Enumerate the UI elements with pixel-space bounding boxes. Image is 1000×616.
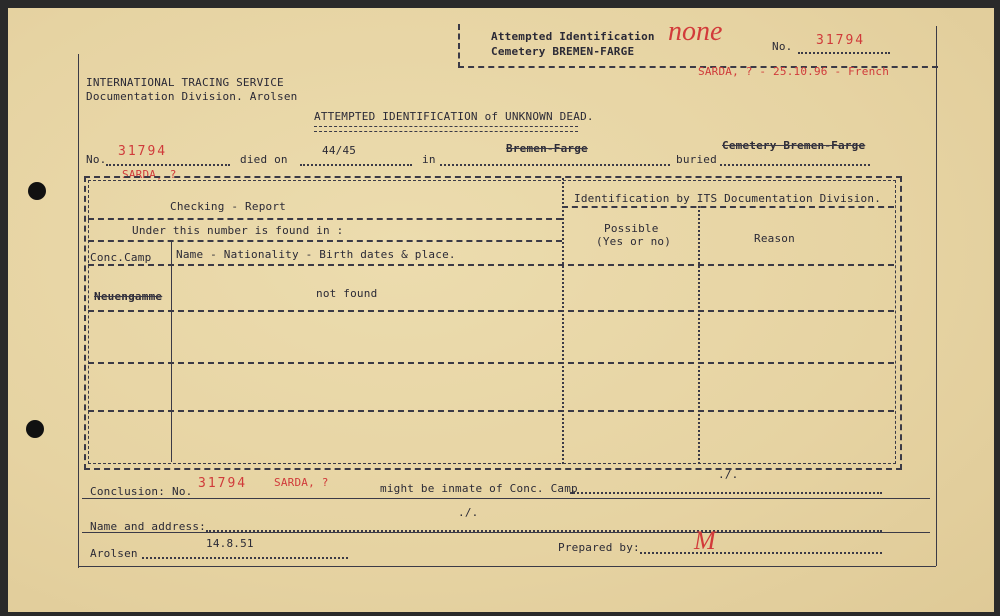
record-no-label: No. [86, 153, 107, 166]
record-name-red: SARDA, ? [122, 168, 177, 181]
possible-header: Possible [604, 222, 659, 235]
conclusion-rule [82, 498, 930, 499]
name-address-rule [82, 532, 930, 533]
table-main-divider [562, 178, 564, 464]
conclusion-mark: ./. [718, 468, 739, 481]
name-address-mark: ./. [458, 506, 479, 519]
died-label: died on [240, 153, 288, 166]
conclusion-label: Conclusion: [90, 485, 166, 498]
under-number-header: Under this number is found in : [132, 224, 344, 237]
org-line2: Documentation Division. Arolsen [86, 90, 298, 103]
prepared-by-dots [640, 544, 882, 554]
name-nationality-header: Name - Nationality - Birth dates & place. [176, 248, 456, 261]
conclusion-dots [570, 484, 882, 494]
table-hline-ident [562, 206, 894, 208]
table-hline-3 [88, 264, 894, 266]
prepared-by-label: Prepared by: [558, 541, 640, 554]
footer-place: Arolsen [90, 547, 138, 560]
conclusion-no-value: 31794 [198, 476, 248, 491]
row1-name: not found [316, 287, 378, 300]
frame-bottom-border [78, 566, 936, 567]
buried-label: buried [676, 153, 717, 166]
conclusion-name-red: SARDA, ? [274, 476, 329, 489]
red-annotation: SARDA, ? - 25.10.96 - French [698, 65, 890, 78]
table-frame-inner [88, 180, 896, 464]
header-title-line2: Cemetery BREMEN-FARGE [491, 45, 635, 58]
in-value: Bremen-Farge [506, 142, 588, 155]
conclusion-no-label: No. [172, 485, 193, 498]
reason-header: Reason [754, 232, 795, 245]
table-hline-6 [88, 410, 894, 412]
record-no-value: 31794 [118, 144, 168, 159]
table-hline-4 [88, 310, 894, 312]
in-label: in [422, 153, 436, 166]
died-value: 44/45 [322, 144, 357, 157]
header-no-value: 31794 [816, 33, 866, 48]
punch-hole-bottom [26, 420, 44, 438]
conclusion-text: might be inmate of Conc. Camp [380, 482, 578, 495]
footer-date: 14.8.51 [206, 537, 254, 550]
punch-hole-top [28, 182, 46, 200]
buried-dots [720, 156, 870, 166]
table-hline-2 [88, 240, 562, 242]
table-hline-1 [88, 218, 562, 220]
identification-header: Identification by ITS Documentation Division. [574, 192, 882, 205]
frame-left-border [78, 54, 79, 568]
name-address-dots [206, 522, 882, 532]
frame-right-border [936, 26, 937, 566]
table-camp-divider [171, 240, 172, 462]
document-card [8, 8, 994, 612]
yes-no-header: (Yes or no) [596, 235, 672, 248]
checking-report-header: Checking - Report [170, 200, 286, 213]
name-address-label: Name and address: [90, 520, 206, 533]
table-hline-5 [88, 362, 894, 364]
prepared-by-initial: M [694, 526, 716, 555]
org-line1: INTERNATIONAL TRACING SERVICE [86, 76, 284, 89]
header-title-line1: Attempted Identification [491, 30, 655, 43]
died-dots [300, 156, 412, 166]
document-title: ATTEMPTED IDENTIFICATION of UNKNOWN DEAD. [314, 110, 594, 123]
footer-place-dots [142, 549, 348, 559]
in-dots [440, 156, 670, 166]
title-underline [314, 126, 578, 132]
header-no-label: No. [772, 40, 793, 53]
handwritten-none: none [668, 16, 723, 47]
row1-camp: Neuengamme [94, 290, 163, 303]
buried-value: Cemetery Bremen-Farge [722, 139, 866, 152]
conc-camp-header: Conc.Camp [90, 251, 152, 264]
table-reason-divider [698, 206, 700, 464]
